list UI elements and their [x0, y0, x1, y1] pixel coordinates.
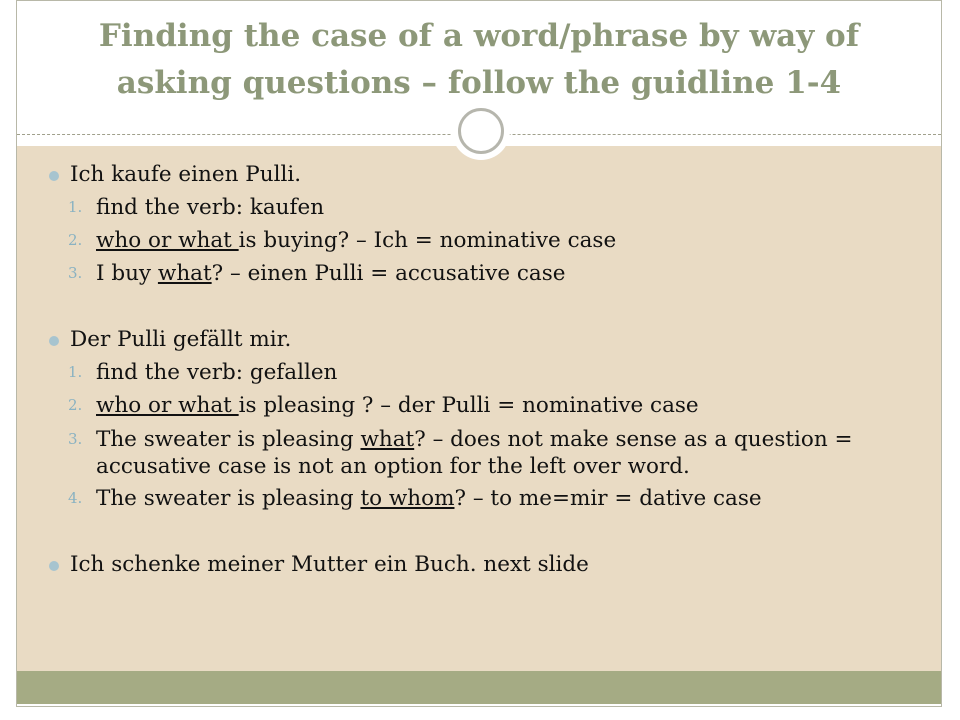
- example-3-sentence: [48, 548, 928, 581]
- step-number: 3.: [68, 430, 83, 448]
- step-number: 3.: [68, 264, 83, 282]
- step-prefix: The sweater is pleasing: [96, 427, 361, 452]
- example-2-step-2: [48, 389, 928, 422]
- spacer: [48, 515, 928, 548]
- example-2-step-3: [48, 422, 928, 482]
- example-2-step-1: [48, 356, 928, 389]
- step-number: 4.: [68, 489, 83, 507]
- step-prefix: I buy: [96, 261, 158, 286]
- divider-circle-icon: [458, 108, 504, 154]
- step-prefix: The sweater is pleasing: [96, 486, 361, 511]
- title-line-2: asking questions – follow the guidline 1-4: [116, 65, 842, 101]
- sentence-text: Ich schenke meiner Mutter ein Buch. next slide: [70, 552, 589, 577]
- bullet-icon: [49, 336, 59, 346]
- step-text: is buying? – Ich = nominative case: [238, 228, 617, 253]
- step-number: 1.: [68, 363, 83, 381]
- bullet-icon: [49, 561, 59, 571]
- example-1-step-1: [48, 191, 928, 224]
- slide-body: [48, 158, 928, 581]
- step-text: find the verb: gefallen: [96, 360, 338, 385]
- spacer: [48, 290, 928, 323]
- underlined-question: what: [157, 261, 212, 286]
- underlined-question: who or what: [96, 393, 239, 418]
- step-text: is pleasing ? – der Pulli = nominative case: [238, 393, 699, 418]
- example-2-sentence: [48, 323, 928, 356]
- underlined-question: to whom: [360, 486, 455, 511]
- example-1-sentence: [48, 158, 928, 191]
- step-number: 2.: [68, 396, 83, 414]
- step-number: 2.: [68, 231, 83, 249]
- underlined-question: what: [360, 427, 415, 452]
- bullet-icon: [49, 171, 59, 181]
- step-text: ? – to me=mir = dative case: [454, 486, 762, 511]
- sentence-text: Ich kaufe einen Pulli.: [70, 162, 302, 187]
- step-text: ? – does not make sense as a question = accusative case is not an option for the left over word.: [96, 427, 853, 479]
- step-text: ? – einen Pulli = accusative case: [211, 261, 566, 286]
- step-text: find the verb: kaufen: [96, 195, 325, 220]
- example-2-step-4: [48, 482, 928, 515]
- example-1-step-3: [48, 257, 928, 290]
- example-1-step-2: [48, 224, 928, 257]
- footer-bar: [17, 671, 941, 704]
- underlined-question: who or what: [96, 228, 239, 253]
- step-number: 1.: [68, 198, 83, 216]
- sentence-text: Der Pulli gefällt mir.: [70, 327, 292, 352]
- title-line-1: Finding the case of a word/phrase by way of: [98, 18, 860, 54]
